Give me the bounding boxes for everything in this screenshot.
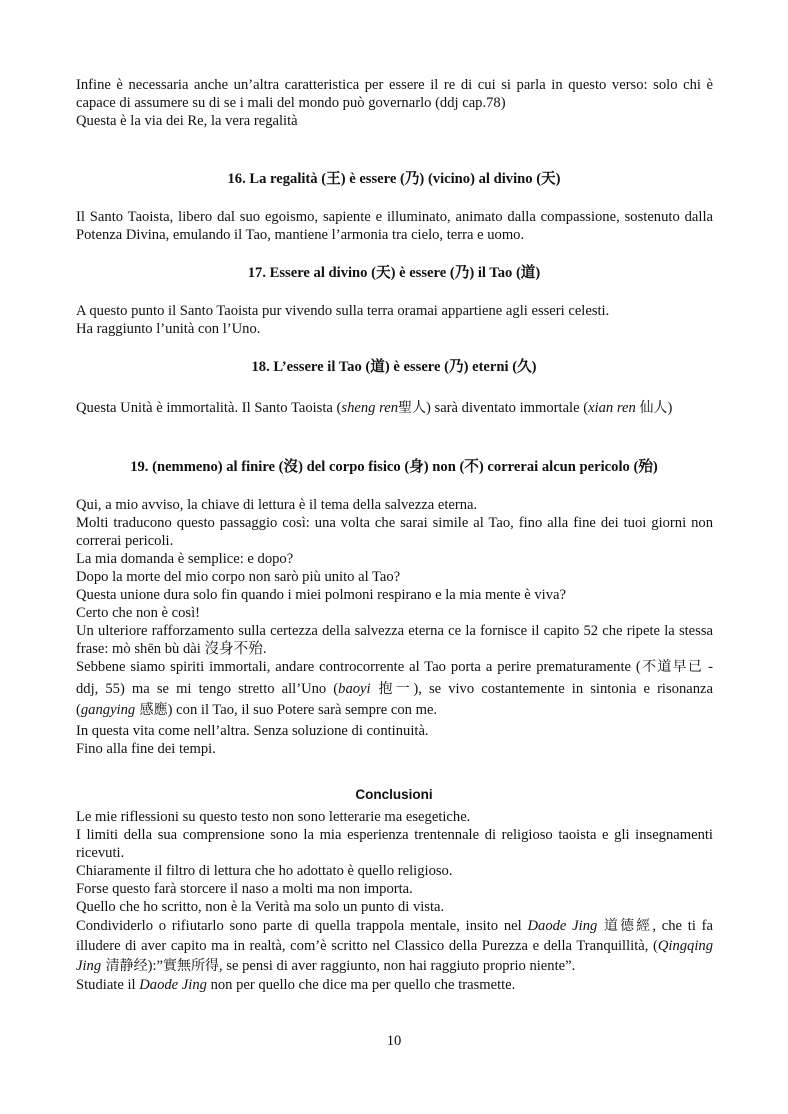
- intro-text: Infine è necessaria anche un’altra caratteristica per essere il re di cui si parla in questo verso: solo chi è capace di assumere su di se i mali del mondo può governarlo (ddj cap.78): [76, 77, 713, 111]
- section-17-text: [76, 302, 713, 338]
- section-18-heading: 18. L’essere il Tao (道) è essere (乃) eterni (久): [251, 359, 537, 375]
- conclusions-line: Chiaramente il filtro di lettura che ho adottato è quello religioso.: [76, 863, 453, 879]
- section-18-text: [76, 398, 713, 418]
- conclusions-line: Quello che ho scritto, non è la Verità ma solo un punto di vista.: [76, 899, 445, 915]
- page-number: 10: [386, 1033, 402, 1049]
- conclusions-heading: Conclusioni: [355, 787, 433, 802]
- section-19-line: La mia domanda è semplice: e dopo?: [76, 551, 294, 567]
- intro-text-2: Questa è la via dei Re, la vera regalità: [76, 113, 298, 129]
- section-19-line: Un ulteriore rafforzamento sulla certezza della salvezza eterna ce la fornisce il capito 52 che ripete la stessa frase: mò shēn bù dài 沒身不殆.: [76, 623, 713, 657]
- section-19-heading: 19. (nemmeno) al finire (沒) del corpo fisico (身) non (不) correrai alcun pericolo (殆): [130, 459, 658, 475]
- conclusions-line: I limiti della sua comprensione sono la mia esperienza trentennale di religioso taoista e gli insegnamenti ricevuti.: [76, 827, 713, 861]
- section-19-line: Qui, a mio avviso, la chiave di lettura è il tema della salvezza eterna.: [76, 497, 478, 513]
- conclusions-line: Forse questo farà storcere il naso a molti ma non importa.: [76, 881, 413, 897]
- section-19-line: Certo che non è così!: [76, 605, 201, 621]
- conclusions-line: Studiate il Daode Jing non per quello che dice ma per quello che trasmette.: [76, 977, 516, 993]
- section-17-heading: 17. Essere al divino (天) è essere (乃) il Tao (道): [247, 265, 541, 281]
- conclusions-line: Le mie riflessioni su questo testo non sono letterarie ma esegetiche.: [76, 809, 471, 825]
- conclusions-text: [76, 808, 713, 994]
- section-19-line: Fino alla fine dei tempi.: [76, 740, 216, 757]
- section-19-line: Dopo la morte del mio corpo non sarò più unito al Tao?: [76, 569, 401, 585]
- section-16-paragraph: Il Santo Taoista, libero dal suo egoismo, sapiente e illuminato, animato dalla compassione, sostenuto dalla Potenza Divina, emulando il Tao, mantiene l’armonia tra cielo, terra e uomo.: [76, 209, 713, 243]
- section-17-line: Ha raggiunto l’unità con l’Uno.: [76, 321, 261, 337]
- section-19-line: Sebbene siamo spiriti immortali, andare controcorrente al Tao porta a perire prematuramente (不道早已 - ddj, 55) ma se mi tengo stretto all’Uno (baoyi 抱一), se vivo costantemente in sintonia e risonanza (gangying 感應) con il Tao, il suo Potere sarà sempre con me.: [76, 659, 714, 718]
- section-16-text: [76, 208, 713, 244]
- section-17-line: A questo punto il Santo Taoista pur vivendo sulla terra oramai appartiene agli esseri celesti.: [76, 303, 610, 319]
- section-16-heading: 16. La regalità (王) è essere (乃) (vicino) al divino (天): [227, 171, 561, 187]
- section-18-paragraph: Questa Unità è immortalità. Il Santo Taoista (sheng ren聖人) sarà diventato immortale (xian ren 仙人): [76, 400, 673, 416]
- section-19-line: Questa unione dura solo fin quando i miei polmoni respirano e la mia mente è viva?: [76, 587, 566, 603]
- conclusions-line: Condividerlo o rifiutarlo sono parte di quella trappola mentale, insito nel Daode Jing 道德經, che ti fa illudere di aver capito ma in realtà, com’è scritto nel Classico della Purezza e della Tranquillità, (Qingqing Jing 清静经):”實無所得, se pensi di aver raggiunto, non hai raggiuto proprio niente”.: [76, 918, 714, 974]
- section-19-line: In questa vita come nell’altra. Senza soluzione di continuità.: [76, 722, 429, 739]
- section-19-text: [76, 496, 713, 758]
- intro-paragraph: [76, 76, 713, 130]
- section-19-line: Molti traducono questo passaggio così: una volta che sarai simile al Tao, fino alla fine dei tuoi giorni non correrai pericoli.: [76, 515, 713, 549]
